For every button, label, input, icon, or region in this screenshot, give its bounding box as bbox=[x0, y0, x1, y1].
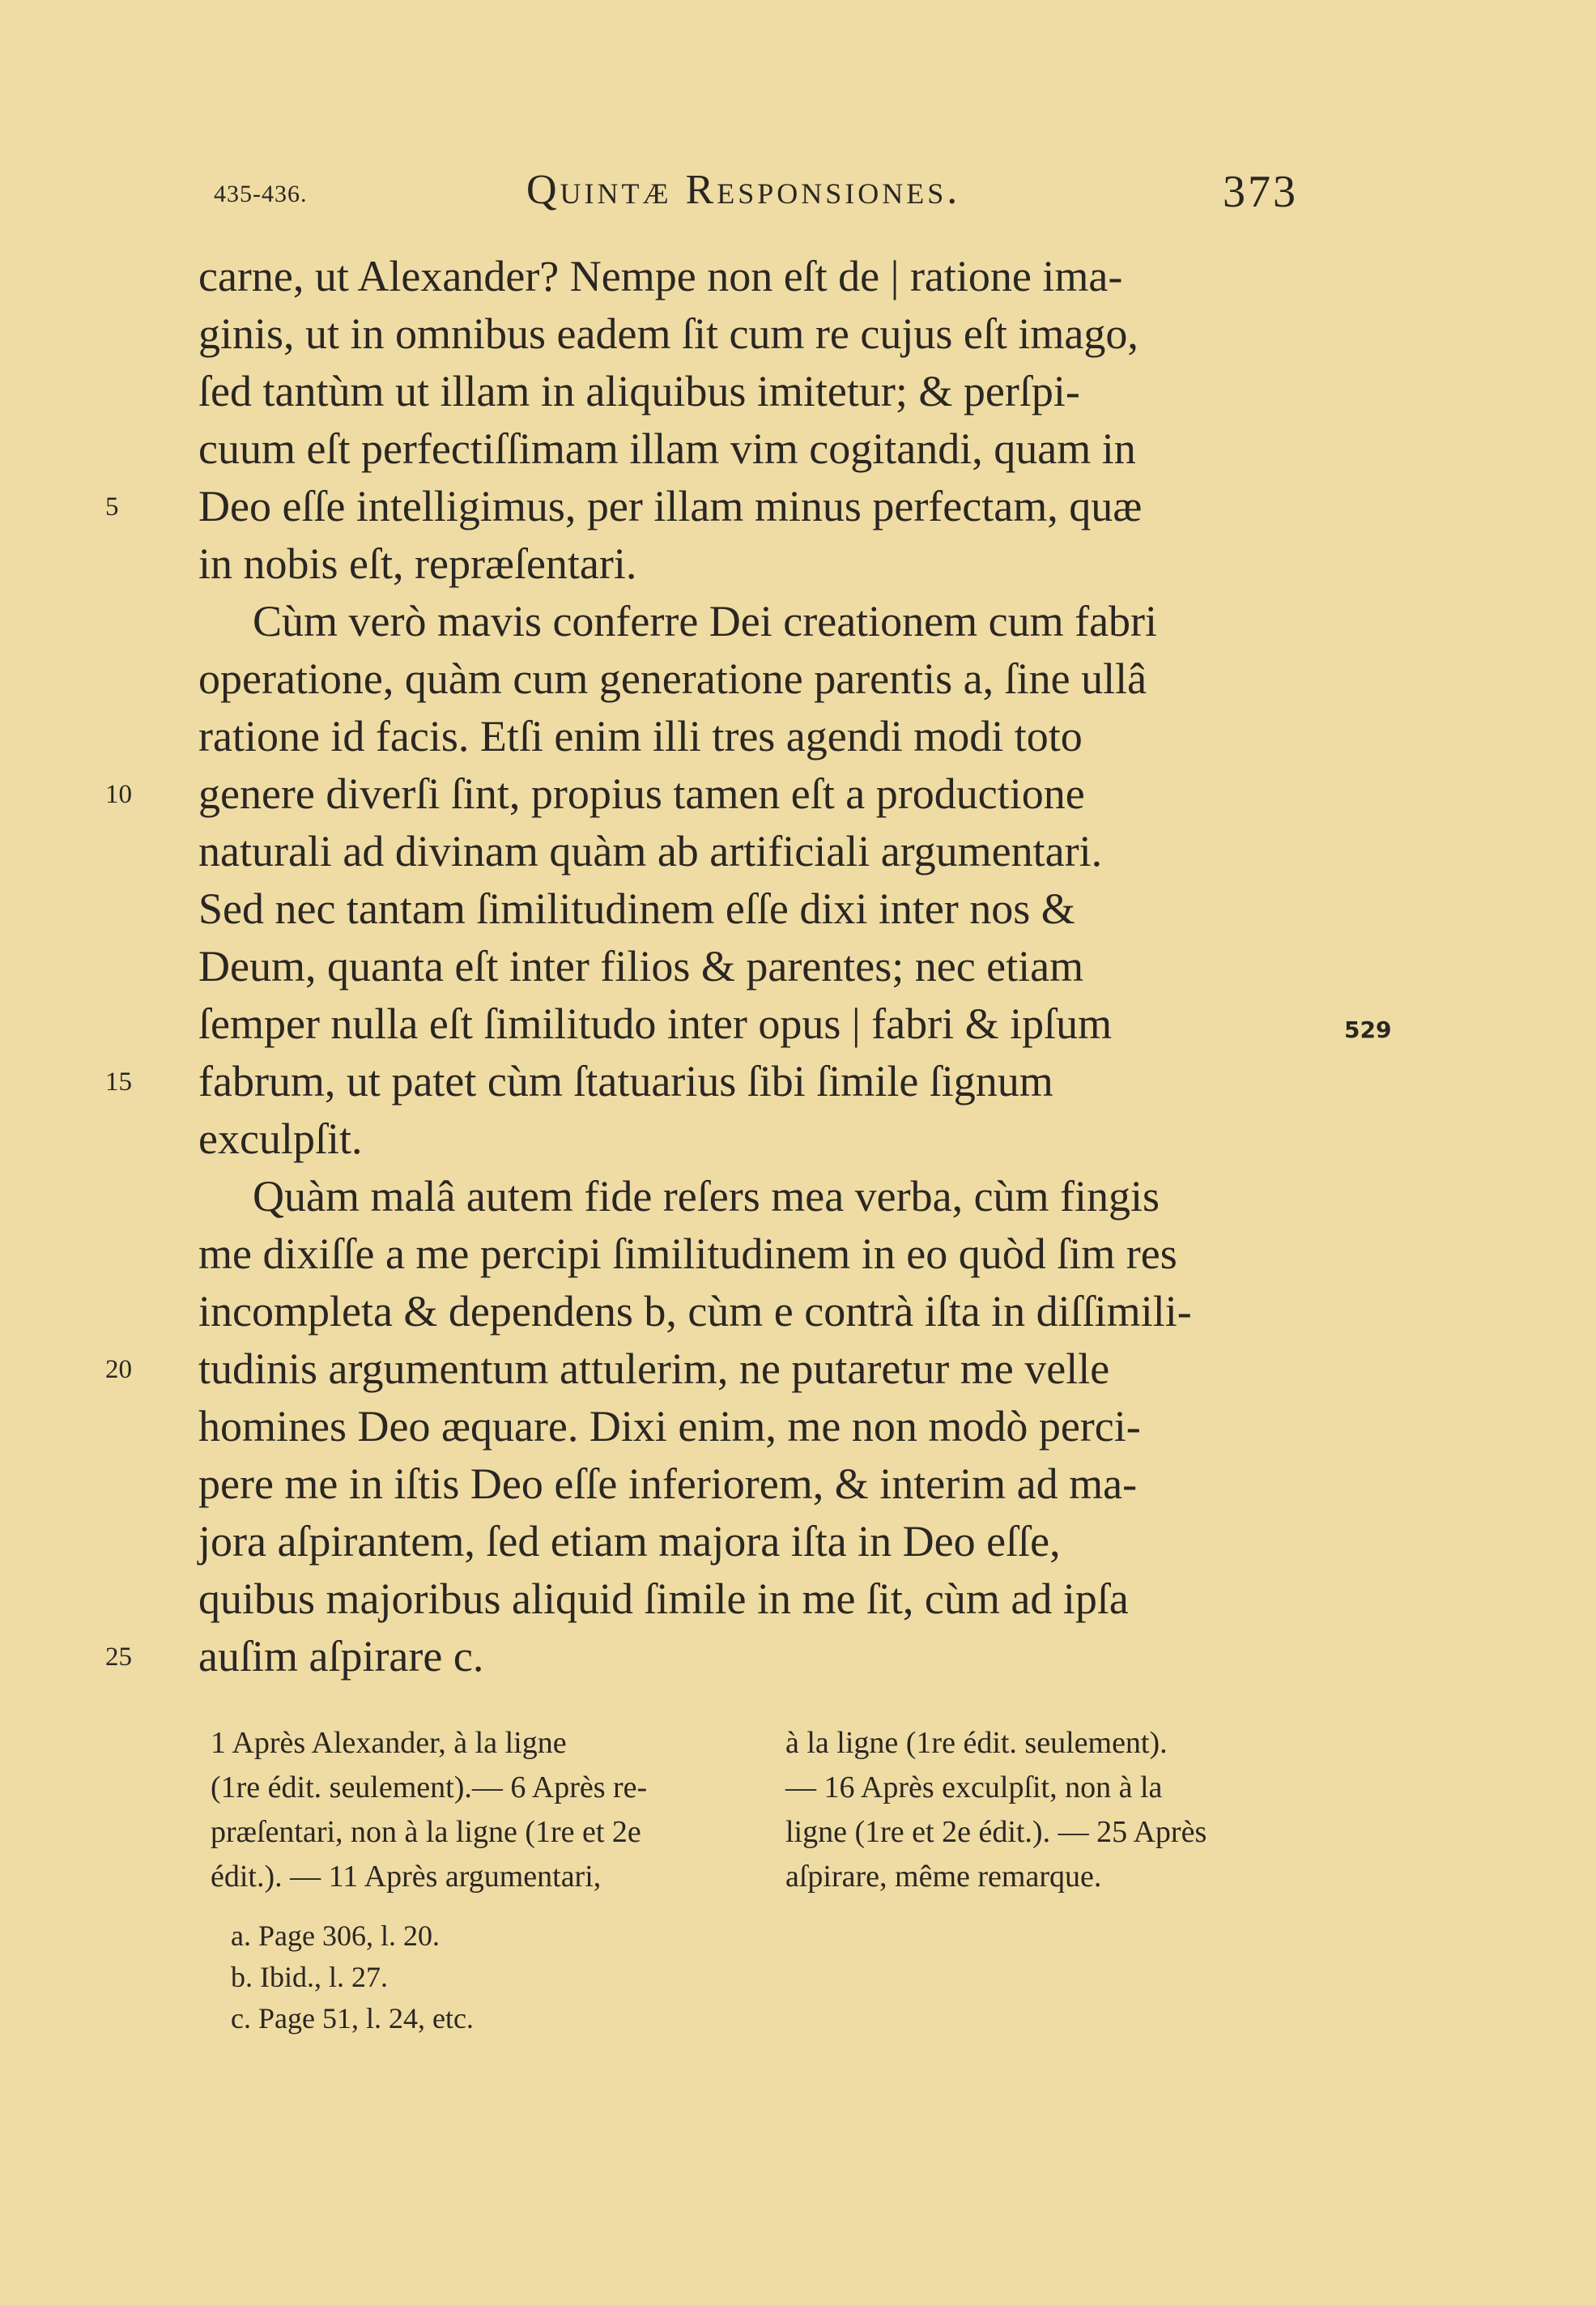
line-number: 5 bbox=[105, 492, 119, 522]
text-line: naturali ad divinam quàm ab artificiali argumentari. bbox=[198, 827, 1103, 876]
note-line: à la ligne (1re édit. seulement). bbox=[785, 1726, 1168, 1760]
note-line: ligne (1re et 2e édit.). — 25 Après bbox=[785, 1815, 1207, 1849]
text-line: pere me in iſtis Deo eſſe inferiorem, & interim ad ma- bbox=[198, 1459, 1138, 1508]
footnote-references bbox=[231, 1915, 474, 2039]
text-line: Deum, quanta eſt inter filios & parentes; nec etiam bbox=[198, 942, 1084, 991]
note-line: aſpirare, même remarque. bbox=[785, 1860, 1102, 1894]
text-line: tudinis argumentum attulerim, ne putaretur me velle bbox=[198, 1344, 1110, 1393]
text-line: cuum eſt perfectiſſimam illam vim cogitandi, quam in bbox=[198, 424, 1136, 473]
footnote-ref: c. Page 51, l. 24, etc. bbox=[231, 2002, 474, 2034]
page-range: 435-436. bbox=[214, 181, 308, 207]
note-line: præſentari, non à la ligne (1re et 2e bbox=[211, 1815, 641, 1849]
line-number: 25 bbox=[105, 1642, 132, 1672]
text-line: incompleta & dependens b, cùm e contrà iſta in diſſimili- bbox=[198, 1287, 1192, 1336]
notes-right-column bbox=[785, 1721, 1304, 1899]
text-line: auſim aſpirare c. bbox=[198, 1632, 484, 1681]
line-number: 10 bbox=[105, 780, 132, 809]
text-line: ginis, ut in omnibus eadem ſit cum re cujus eſt imago, bbox=[198, 309, 1138, 358]
note-line: 1 Après Alexander, à la ligne bbox=[211, 1726, 567, 1760]
page-number: 373 bbox=[1223, 167, 1298, 217]
notes-left-column bbox=[211, 1721, 729, 1899]
line-number: 15 bbox=[105, 1067, 132, 1097]
note-line: — 16 Après exculpſit, non à la bbox=[785, 1770, 1163, 1804]
margin-page-ref: 529 bbox=[1344, 1016, 1392, 1043]
text-line: carne, ut Alexander? Nempe non eſt de | ratione ima- bbox=[198, 252, 1123, 300]
text-line: homines Deo æquare. Dixi enim, me non modò perci- bbox=[198, 1402, 1141, 1451]
text-line: Sed nec tantam ſimilitudinem eſſe dixi inter nos & bbox=[198, 884, 1075, 933]
text-line: ratione id facis. Etſi enim illi tres agendi modi toto bbox=[198, 712, 1083, 761]
note-line: édit.). — 11 Après argumentari, bbox=[211, 1860, 602, 1894]
text-line: operatione, quàm cum generatione parentis a, ſine ullâ bbox=[198, 654, 1147, 703]
running-title: Quintæ Responsiones. bbox=[526, 167, 961, 213]
text-line: Quàm malâ autem fide reſers mea verba, cùm fingis bbox=[253, 1172, 1160, 1221]
text-line: me dixiſſe a me percipi ſimilitudinem in eo quòd ſim res bbox=[198, 1229, 1177, 1278]
line-number: 20 bbox=[105, 1355, 132, 1384]
note-line: (1re édit. seulement).— 6 Après re- bbox=[211, 1770, 648, 1804]
text-line: Deo eſſe intelligimus, per illam minus perfectam, quæ bbox=[198, 482, 1143, 530]
footnote-ref: a. Page 306, l. 20. bbox=[231, 1919, 440, 1952]
text-line: jora aſpirantem, ſed etiam majora iſta in Deo eſſe, bbox=[198, 1517, 1061, 1566]
text-line: in nobis eſt, repræſentari. bbox=[198, 539, 637, 588]
text-line: ſemper nulla eſt ſimilitudo inter opus | fabri & ipſum bbox=[198, 999, 1113, 1048]
footnote-ref: b. Ibid., l. 27. bbox=[231, 1961, 388, 1993]
text-line: genere diverſi ſint, propius tamen eſt a productione bbox=[198, 769, 1085, 818]
text-line: fabrum, ut patet cùm ſtatuarius ſibi ſimile ſignum bbox=[198, 1057, 1053, 1106]
text-line: quibus majoribus aliquid ſimile in me ſit, cùm ad ipſa bbox=[198, 1574, 1129, 1623]
running-header bbox=[0, 166, 1596, 223]
text-line: ſed tantùm ut illam in aliquibus imitetur; & perſpi- bbox=[198, 367, 1080, 415]
text-line: Cùm verò mavis conferre Dei creationem cum fabri bbox=[253, 597, 1158, 645]
text-line: exculpſit. bbox=[198, 1114, 363, 1163]
